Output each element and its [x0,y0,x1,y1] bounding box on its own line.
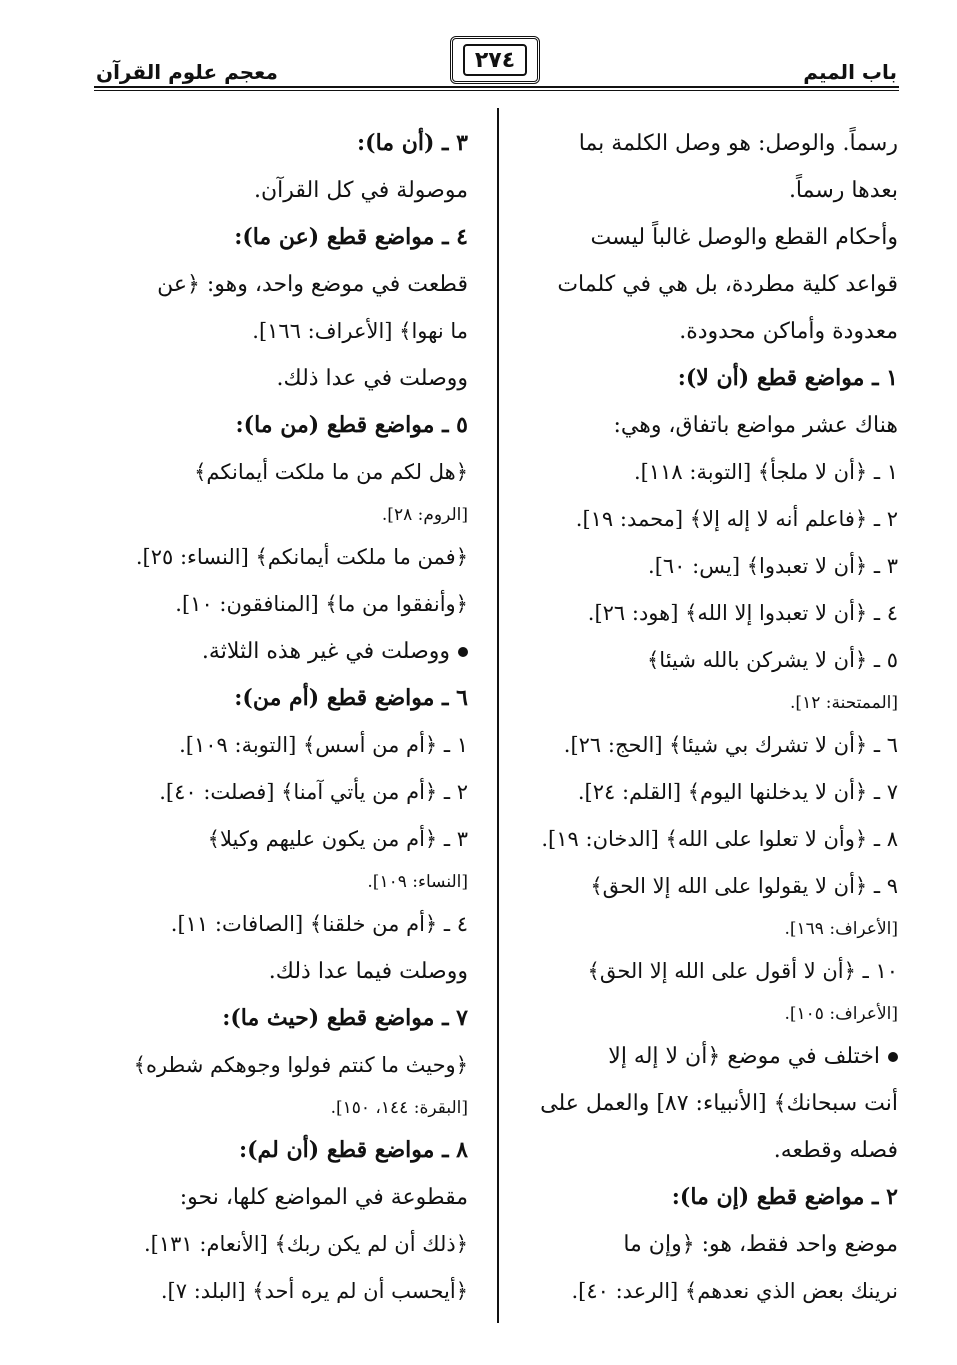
line-text: [الممتحنة: ١٢]. [790,693,898,713]
quran-citation-line [512,637,898,684]
text-line [108,261,468,308]
text-line [512,1221,898,1268]
line-text: اختلف في موضع ﴿أن لا إله إلا [608,1044,880,1069]
line-text: ﴿ذلك أن لم يكن ربك﴾ [الأنعام: ١٣١]. [143,1232,468,1256]
bullet-icon [888,1052,898,1062]
line-text: ما نهوا﴾ [الأعراف: ١٦٦]. [252,319,468,343]
line-text: ٤ ـ مواضع قطع (عن ما): [234,224,468,250]
quran-citation-line [512,863,898,910]
verse-reference [512,684,898,722]
text-line [512,214,898,261]
line-text: ٣ ـ ﴿أم من يكون عليهم وكيلا﴾ [207,827,468,851]
quran-citation-line [512,590,898,637]
line-text: ٣ ـ (أن ما): [357,130,468,156]
line-text: [الروم: ٢٨]. [381,505,468,525]
line-text: [البقرة: ١٤٤، ١٥٠]. [330,1098,468,1118]
left-column [108,120,468,1315]
line-text: ﴿وأنفقوا من ما﴾ [المنافقون: ١٠]. [175,592,468,616]
verse-reference [108,1089,468,1127]
quran-citation-line [512,543,898,590]
section-heading [108,402,468,449]
line-text: ﴿هل لكم من ما ملكت أيمانكم﴾ [194,460,468,484]
line-text: ٢ ـ ﴿أم من يأتي آمنا﴾ [فصلت: ٤٠]. [159,780,468,804]
text-line [512,120,898,167]
quran-citation-line [108,308,468,355]
quran-citation-line [108,534,468,581]
line-text: ووصلت في غير هذه الثلاثة. [201,639,450,664]
quran-citation-line [512,496,898,543]
text-line [512,167,898,214]
quran-citation-line [108,722,468,769]
line-text: قواعد كلية مطردة، بل هي في كلمات [557,272,898,297]
book-title: معجم علوم القرآن [96,60,278,84]
line-text: معدودة وأماكن محدودة. [679,319,898,344]
line-text: رسماً. والوصل: هو وصل الكلمة بما [578,131,898,156]
line-text: نرينك بعض الذي نعدهم﴾ [الرعد: ٤٠]. [571,1279,898,1303]
quran-citation-line [108,816,468,863]
line-text: ٦ ـ مواضع قطع (أم من): [234,685,468,711]
line-text: ٧ ـ مواضع قطع (حيث ما): [222,1005,468,1031]
line-text: موصولة في كل القرآن. [253,178,468,203]
line-text: [الأعراف: ١٦٩]. [784,919,898,939]
text-line [512,402,898,449]
line-text: ٥ ـ مواضع قطع (من ما): [235,412,468,438]
line-text: ١ ـ ﴿أم من أسس﴾ [التوبة: ١٠٩]. [179,733,468,757]
line-text: ٤ ـ ﴿أن لا تعبدوا إلا الله﴾ [هود: ٢٦]. [587,601,898,625]
line-text: ﴿وحيث ما كنتم فولوا وجوهكم شطره﴾ [133,1053,468,1077]
verse-reference [512,995,898,1033]
line-text: ٨ ـ ﴿وأن لا تعلوا على الله﴾ [الدخان: ١٩]. [541,827,898,851]
line-text: ٥ ـ ﴿أن لا يشركن بالله شيئا﴾ [647,648,898,672]
text-line [108,948,468,995]
line-text: ٤ ـ ﴿أم من خلقنا﴾ [الصافات: ١١]. [170,912,468,936]
section-heading [512,355,898,402]
section-heading [108,214,468,261]
line-text: ٨ ـ مواضع قطع (أن لم): [238,1137,468,1163]
section-heading [108,995,468,1042]
text-line [512,1080,898,1127]
line-text: ووصلت فيما عدا ذلك. [268,959,468,984]
line-text: ﴿فمن ما ملكت أيمانكم﴾ [النساء: ٢٥]. [135,545,468,569]
line-text: ٧ ـ ﴿أن لا يدخلنها اليوم﴾ [القلم: ٢٤]. [577,780,898,804]
line-text: ٣ ـ ﴿أن لا تعبدوا﴾ [يس: ٦٠]. [648,554,898,578]
line-text: هناك عشر مواضع باتفاق، وهي: [613,413,898,438]
quran-citation-line [512,1268,898,1315]
right-column [512,120,898,1315]
line-text: ١٠ ـ ﴿أن لا أقول على الله إلا الحق﴾ [587,959,898,983]
line-text: ﴿أيحسب أن لم يره أحد﴾ [البلد: ٧]. [160,1279,468,1303]
quran-citation-line [108,1042,468,1089]
line-text: ٢ ـ مواضع قطع (إن ما): [671,1184,898,1210]
quran-citation-line [512,816,898,863]
text-line [512,308,898,355]
section-heading [108,120,468,167]
quran-citation-line [512,769,898,816]
text-line [108,167,468,214]
line-text: [الأعراف: ١٠٥]. [784,1004,898,1024]
column-divider [497,108,499,1323]
bullet-icon [458,647,468,657]
line-text: مقطوعة في المواضع كلها، نحو: [179,1185,468,1210]
text-line [108,1174,468,1221]
quran-citation-line [108,901,468,948]
text-line [108,355,468,402]
chapter-title: باب الميم [803,60,897,84]
quran-citation-line [512,722,898,769]
header-rule-thin [94,90,899,91]
verse-reference [512,910,898,948]
line-text: أنت سبحانك﴾ [الأنبياء: ٨٧] والعمل على [540,1091,898,1116]
line-text: [النساء: ١٠٩]. [367,872,468,892]
header-rule [94,86,899,88]
verse-reference [108,496,468,534]
quran-citation-line [108,449,468,496]
line-text: بعدها رسماً. [788,178,898,203]
line-text: ووصلت في عدا ذلك. [276,366,468,391]
line-text: موضع واحد فقط، هو: ﴿وإن ما [623,1232,898,1257]
page-header [0,0,957,100]
line-text: ٦ ـ ﴿أن لا تشرك بي شيئا﴾ [الحج: ٢٦]. [563,733,898,757]
line-text: قطعت في موضع واحد، وهو: ﴿عن [157,272,468,297]
line-text: ١ ـ ﴿أن لا ملجأ﴾ [التوبة: ١١٨]. [634,460,898,484]
quran-citation-line [512,948,898,995]
quran-citation-line [108,1221,468,1268]
text-line [512,1127,898,1174]
line-text: ٢ ـ ﴿فاعلم أنه لا إله إلا﴾ [محمد: ١٩]. [575,507,898,531]
line-text: ١ ـ مواضع قطع (أن لا): [677,365,898,391]
page-number: ٢٧٤ [463,44,527,76]
line-text: ٩ ـ ﴿أن لا يقولوا على الله إلا الحق﴾ [590,874,898,898]
text-line [512,261,898,308]
line-text: فصله وقطعه. [773,1138,898,1163]
quran-citation-line [512,449,898,496]
line-text: وأحكام القطع والوصل غالباً ليست [590,225,898,250]
quran-citation-line [108,769,468,816]
text-line [512,1033,898,1080]
verse-reference [108,863,468,901]
page-number-frame [450,36,540,84]
section-heading [108,1127,468,1174]
section-heading [108,675,468,722]
quran-citation-line [108,1268,468,1315]
section-heading [512,1174,898,1221]
quran-citation-line [108,581,468,628]
text-line [108,628,468,675]
